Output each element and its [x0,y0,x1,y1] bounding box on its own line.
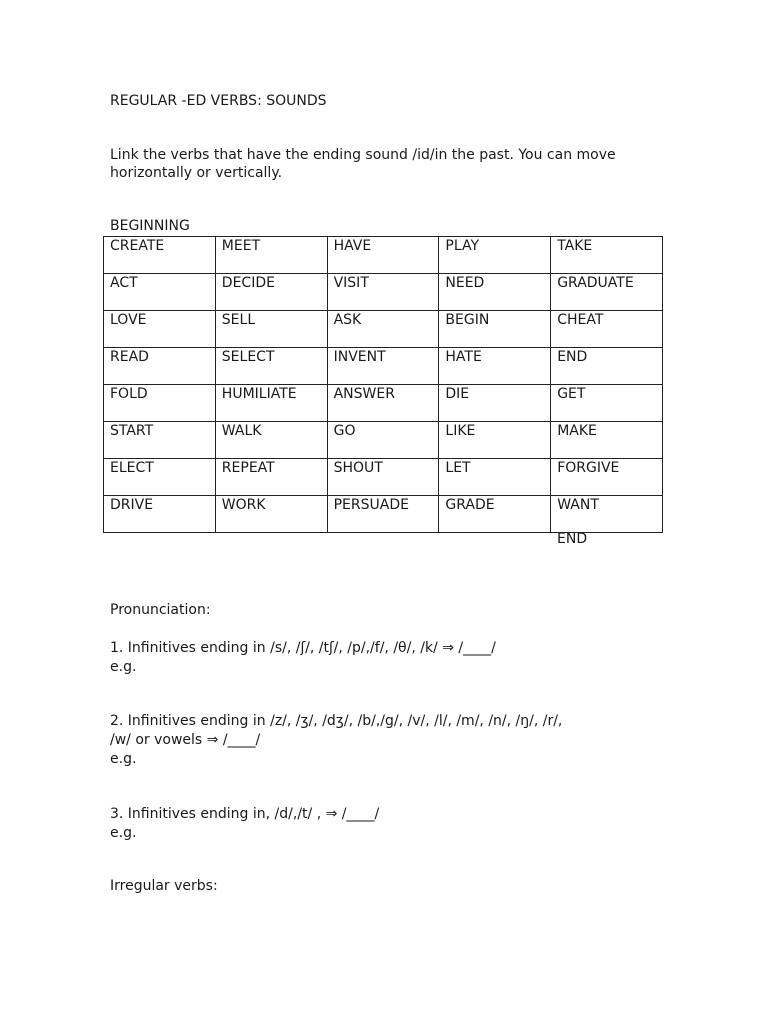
table-cell: HAVE [327,237,439,274]
table-cell: PLAY [439,237,551,274]
table-cell: LOVE [104,311,216,348]
rule-3-example-label: e.g. [110,825,137,841]
table-row [104,348,663,385]
irregular-verbs-heading: Irregular verbs: [110,878,218,894]
table-cell: FORGIVE [551,459,663,496]
table-cell: DECIDE [215,274,327,311]
table-row [104,311,663,348]
table-cell: CHEAT [551,311,663,348]
instructions-line-2: horizontally or vertically. [110,165,283,181]
table-row [104,385,663,422]
table-cell: FOLD [104,385,216,422]
table-cell: NEED [439,274,551,311]
table-cell: GRADE [439,496,551,533]
table-row [104,459,663,496]
table-cell: MEET [215,237,327,274]
table-cell: SHOUT [327,459,439,496]
table-cell: WORK [215,496,327,533]
rule-2-text-line-1: 2. Infinitives ending in /z/, /ʒ/, /dʒ/, /b/,/g/, /v/, /l/, /m/, /n/, /ŋ/, /r/, [110,713,563,729]
table-cell: WANT [551,496,663,533]
table-cell: WALK [215,422,327,459]
table-cell: ASK [327,311,439,348]
table-cell: ELECT [104,459,216,496]
table-cell: TAKE [551,237,663,274]
table-cell: LET [439,459,551,496]
table-row [104,496,663,533]
table-cell: GRADUATE [551,274,663,311]
table-cell: SELECT [215,348,327,385]
table-cell: BEGIN [439,311,551,348]
table-cell: INVENT [327,348,439,385]
rule-3-text: 3. Infinitives ending in, /d/,/t/ , ⇒ /____/ [110,806,380,822]
table-cell: ACT [104,274,216,311]
table-cell: START [104,422,216,459]
verb-maze-table [103,236,663,533]
page-title: REGULAR -ED VERBS: SOUNDS [110,93,327,109]
maze-beginning-label: BEGINNING [110,218,190,234]
table-cell: HATE [439,348,551,385]
table-cell: CREATE [104,237,216,274]
table-cell: END [551,348,663,385]
instructions-line-1: Link the verbs that have the ending sound /id/in the past. You can move [110,147,616,163]
table-cell: LIKE [439,422,551,459]
table-cell: PERSUADE [327,496,439,533]
table-cell: HUMILIATE [215,385,327,422]
table-cell: DRIVE [104,496,216,533]
maze-end-label: END [557,531,588,547]
table-cell: VISIT [327,274,439,311]
rule-2-example-label: e.g. [110,751,137,767]
table-cell: ANSWER [327,385,439,422]
table-row [104,422,663,459]
table-cell: SELL [215,311,327,348]
table-cell: GET [551,385,663,422]
table-cell: DIE [439,385,551,422]
table-cell: READ [104,348,216,385]
table-cell: GO [327,422,439,459]
table-row [104,274,663,311]
table-cell: MAKE [551,422,663,459]
table-cell: REPEAT [215,459,327,496]
rule-1-example-label: e.g. [110,659,137,675]
rule-2-text-line-2: /w/ or vowels ⇒ /____/ [110,732,261,748]
pronunciation-heading: Pronunciation: [110,602,211,618]
table-row [104,237,663,274]
rule-1-text: 1. Infinitives ending in /s/, /ʃ/, /tʃ/, /p/,/f/, /θ/, /k/ ⇒ /____/ [110,640,496,656]
